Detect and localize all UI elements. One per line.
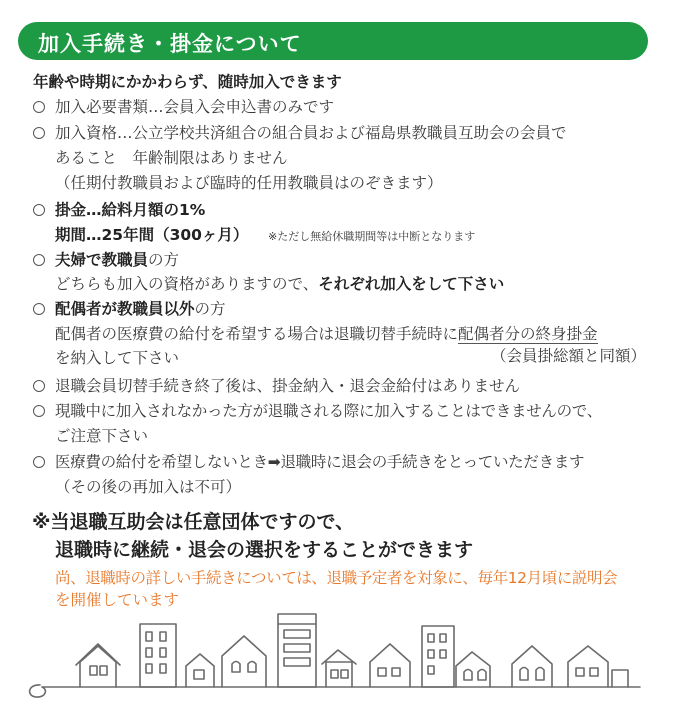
docs-item: 加入必要書類…会員入会申込書のみです: [55, 98, 335, 116]
seminar-note-line-2: を開催しています: [55, 591, 180, 609]
couple-text: [55, 274, 504, 294]
spouse-text-line-2: を納入して下さい: [55, 349, 180, 367]
couple-text-bold: それぞれ加入をして下さい: [318, 275, 505, 293]
qualification-line-2: あること 年齢制限はありません: [55, 149, 288, 167]
bullet-circle-icon: [33, 303, 45, 315]
couple-heading-bold: 夫婦で教職員: [55, 251, 149, 269]
fee-note: ※ただし無給休職期間等は中断となります: [268, 230, 476, 243]
spouse-text-underlined: 配偶者分の終身掛金: [458, 325, 598, 343]
not-joined-line-2: ご注意下さい: [55, 427, 149, 445]
spouse-text-line-1: [55, 324, 598, 344]
couple-heading: [55, 250, 179, 270]
spouse-text-a: 配偶者の医療費の給付を希望する場合は退職切替手続時に: [55, 325, 459, 343]
medical-line-2: （その後の再加入は不可）: [55, 478, 242, 496]
bullet-circle-icon: [33, 456, 45, 468]
fee-line: 掛金…給料月額の1%: [55, 201, 206, 219]
qualification-line-1: 加入資格…公立学校共済組合の組合員および福島県教職員互助会の会員で: [55, 124, 567, 142]
spouse-heading: [55, 299, 226, 319]
medical-line-1: 医療費の給付を希望しないとき➡退職時に退会の手続きをとっていただきます: [55, 453, 585, 471]
spouse-heading-bold: 配偶者が教職員以外: [55, 300, 195, 318]
footer-note-line-1: ※当退職互助会は任意団体ですので、: [32, 511, 355, 533]
bullet-circle-icon: [33, 204, 45, 216]
bullet-circle-icon: [33, 101, 45, 113]
townscape-illustration: [0, 600, 675, 709]
qualification-line-3: （任期付教職員および臨時的任用教職員はのぞきます）: [55, 174, 443, 192]
section-header-banner: [18, 22, 648, 60]
bullet-circle-icon: [33, 380, 45, 392]
bullet-circle-icon: [33, 405, 45, 417]
switch-item: 退職会員切替手続き終了後は、掛金納入・退会金給付はありません: [55, 377, 521, 395]
footer-note-line-2: 退職時に継続・退会の選択をすることができます: [55, 539, 474, 561]
couple-text-a: どちらも加入の資格がありますので、: [55, 275, 319, 293]
spouse-heading-suffix: の方: [194, 300, 226, 318]
bullet-circle-icon: [33, 127, 45, 139]
spouse-text-line-3: （会員掛総額と同額）: [491, 347, 647, 365]
intro-heading: 年齢や時期にかかわらず、随時加入できます: [33, 73, 342, 91]
period-line: 期間…25年間（300ヶ月）: [55, 226, 249, 244]
couple-heading-suffix: の方: [148, 251, 180, 269]
bullet-circle-icon: [33, 254, 45, 266]
not-joined-line-1: 現職中に加入されなかった方が退職される際に加入することはできませんので、: [55, 402, 602, 420]
seminar-note-line-1: 尚、退職時の詳しい手続きについては、退職予定者を対象に、毎年12月頃に説明会: [55, 569, 618, 587]
section-title: 加入手続き・掛金について: [38, 32, 302, 56]
